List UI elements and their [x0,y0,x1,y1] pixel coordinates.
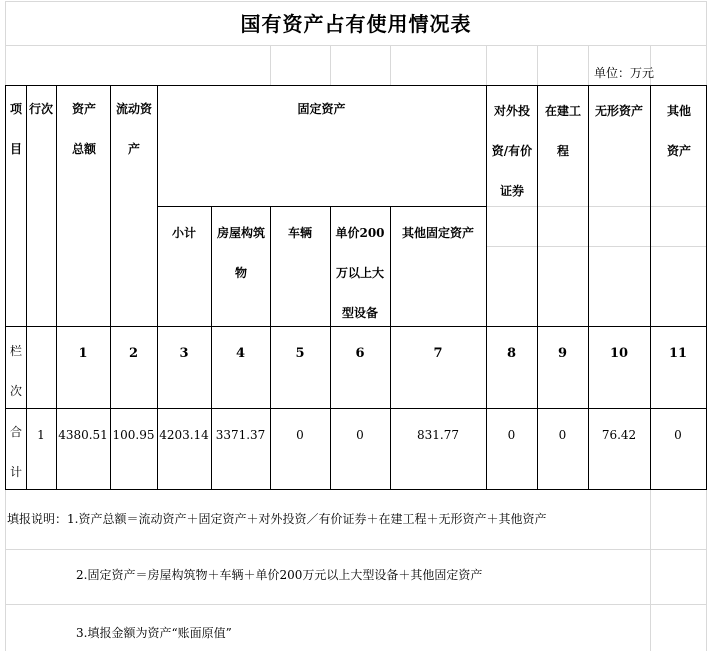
total-cell: 4203.14 [159,428,209,442]
total-row-no: 1 [37,428,45,442]
grid-line [5,1,706,2]
page-title: 国有资产占有使用情况表 [240,12,472,36]
column-number: 4 [235,346,246,361]
column-number-label: 栏次 [9,344,22,398]
column-number: 10 [609,346,629,361]
column-number: 2 [128,346,139,361]
header-fixed-assets: 固定资产 [297,102,346,116]
header-buildings: 房屋构筑物 [216,226,265,280]
grid-line [5,604,706,605]
grid-line [5,549,706,550]
total-cell: 0 [558,428,567,442]
note-line-1: 填报说明：1.资产总额＝流动资产＋固定资产＋对外投资／有价证券＋在建工程＋无形资产＋其他资产 [7,512,547,526]
note-line-2: 2.固定资产＝房屋构筑物＋车辆＋单价200万元以上大型设备＋其他固定资产 [76,568,483,582]
column-number: 11 [668,346,688,361]
column-number: 6 [355,346,365,361]
header-construction: 在建工程 [544,104,581,158]
header-total-assets: 资产总额 [71,102,96,156]
column-number: 5 [295,346,305,361]
total-cell: 100.95 [112,428,155,442]
grid-line [650,490,651,651]
column-number: 7 [433,346,443,361]
grid-line [537,45,538,85]
column-number: 3 [179,346,189,361]
column-number: 8 [506,346,517,361]
total-cell: 831.77 [417,428,459,442]
grid-line [390,45,391,85]
total-cell: 4380.51 [58,428,108,442]
grid-line [588,45,589,85]
header-fixed-subtotal: 小计 [171,226,196,240]
note-line-3: 3.填报金额为资产“账面原值” [76,626,232,640]
total-cell: 0 [674,428,682,442]
grid-line [486,45,487,85]
total-cell: 76.42 [601,428,637,442]
header-current-assets: 流动资产 [115,102,152,156]
grid-line [330,45,331,85]
header-other-assets: 其他资产 [666,104,691,158]
table-border [5,85,6,490]
total-cell: 0 [507,428,516,442]
header-large-equipment: 单价200万以上大型设备 [335,226,385,320]
header-row-no: 行次 [28,102,53,116]
header-item: 项目 [9,102,22,156]
header-intangible: 无形资产 [594,104,643,118]
total-cell: 0 [296,428,304,442]
column-number: 9 [557,346,568,361]
total-row-label: 合计 [9,425,22,479]
header-external-investment: 对外投资/有价证券 [491,104,533,198]
grid-line [486,246,706,247]
total-cell: 3371.37 [215,428,266,442]
total-cell: 0 [356,428,364,442]
unit-label: 单位：万元 [594,66,655,80]
grid-line [5,45,706,46]
header-vehicles: 车辆 [287,226,312,240]
table-border [706,85,707,490]
grid-line [270,45,271,85]
column-number: 1 [78,346,88,361]
table-border [157,206,486,207]
header-other-fixed: 其他固定资产 [401,226,474,240]
